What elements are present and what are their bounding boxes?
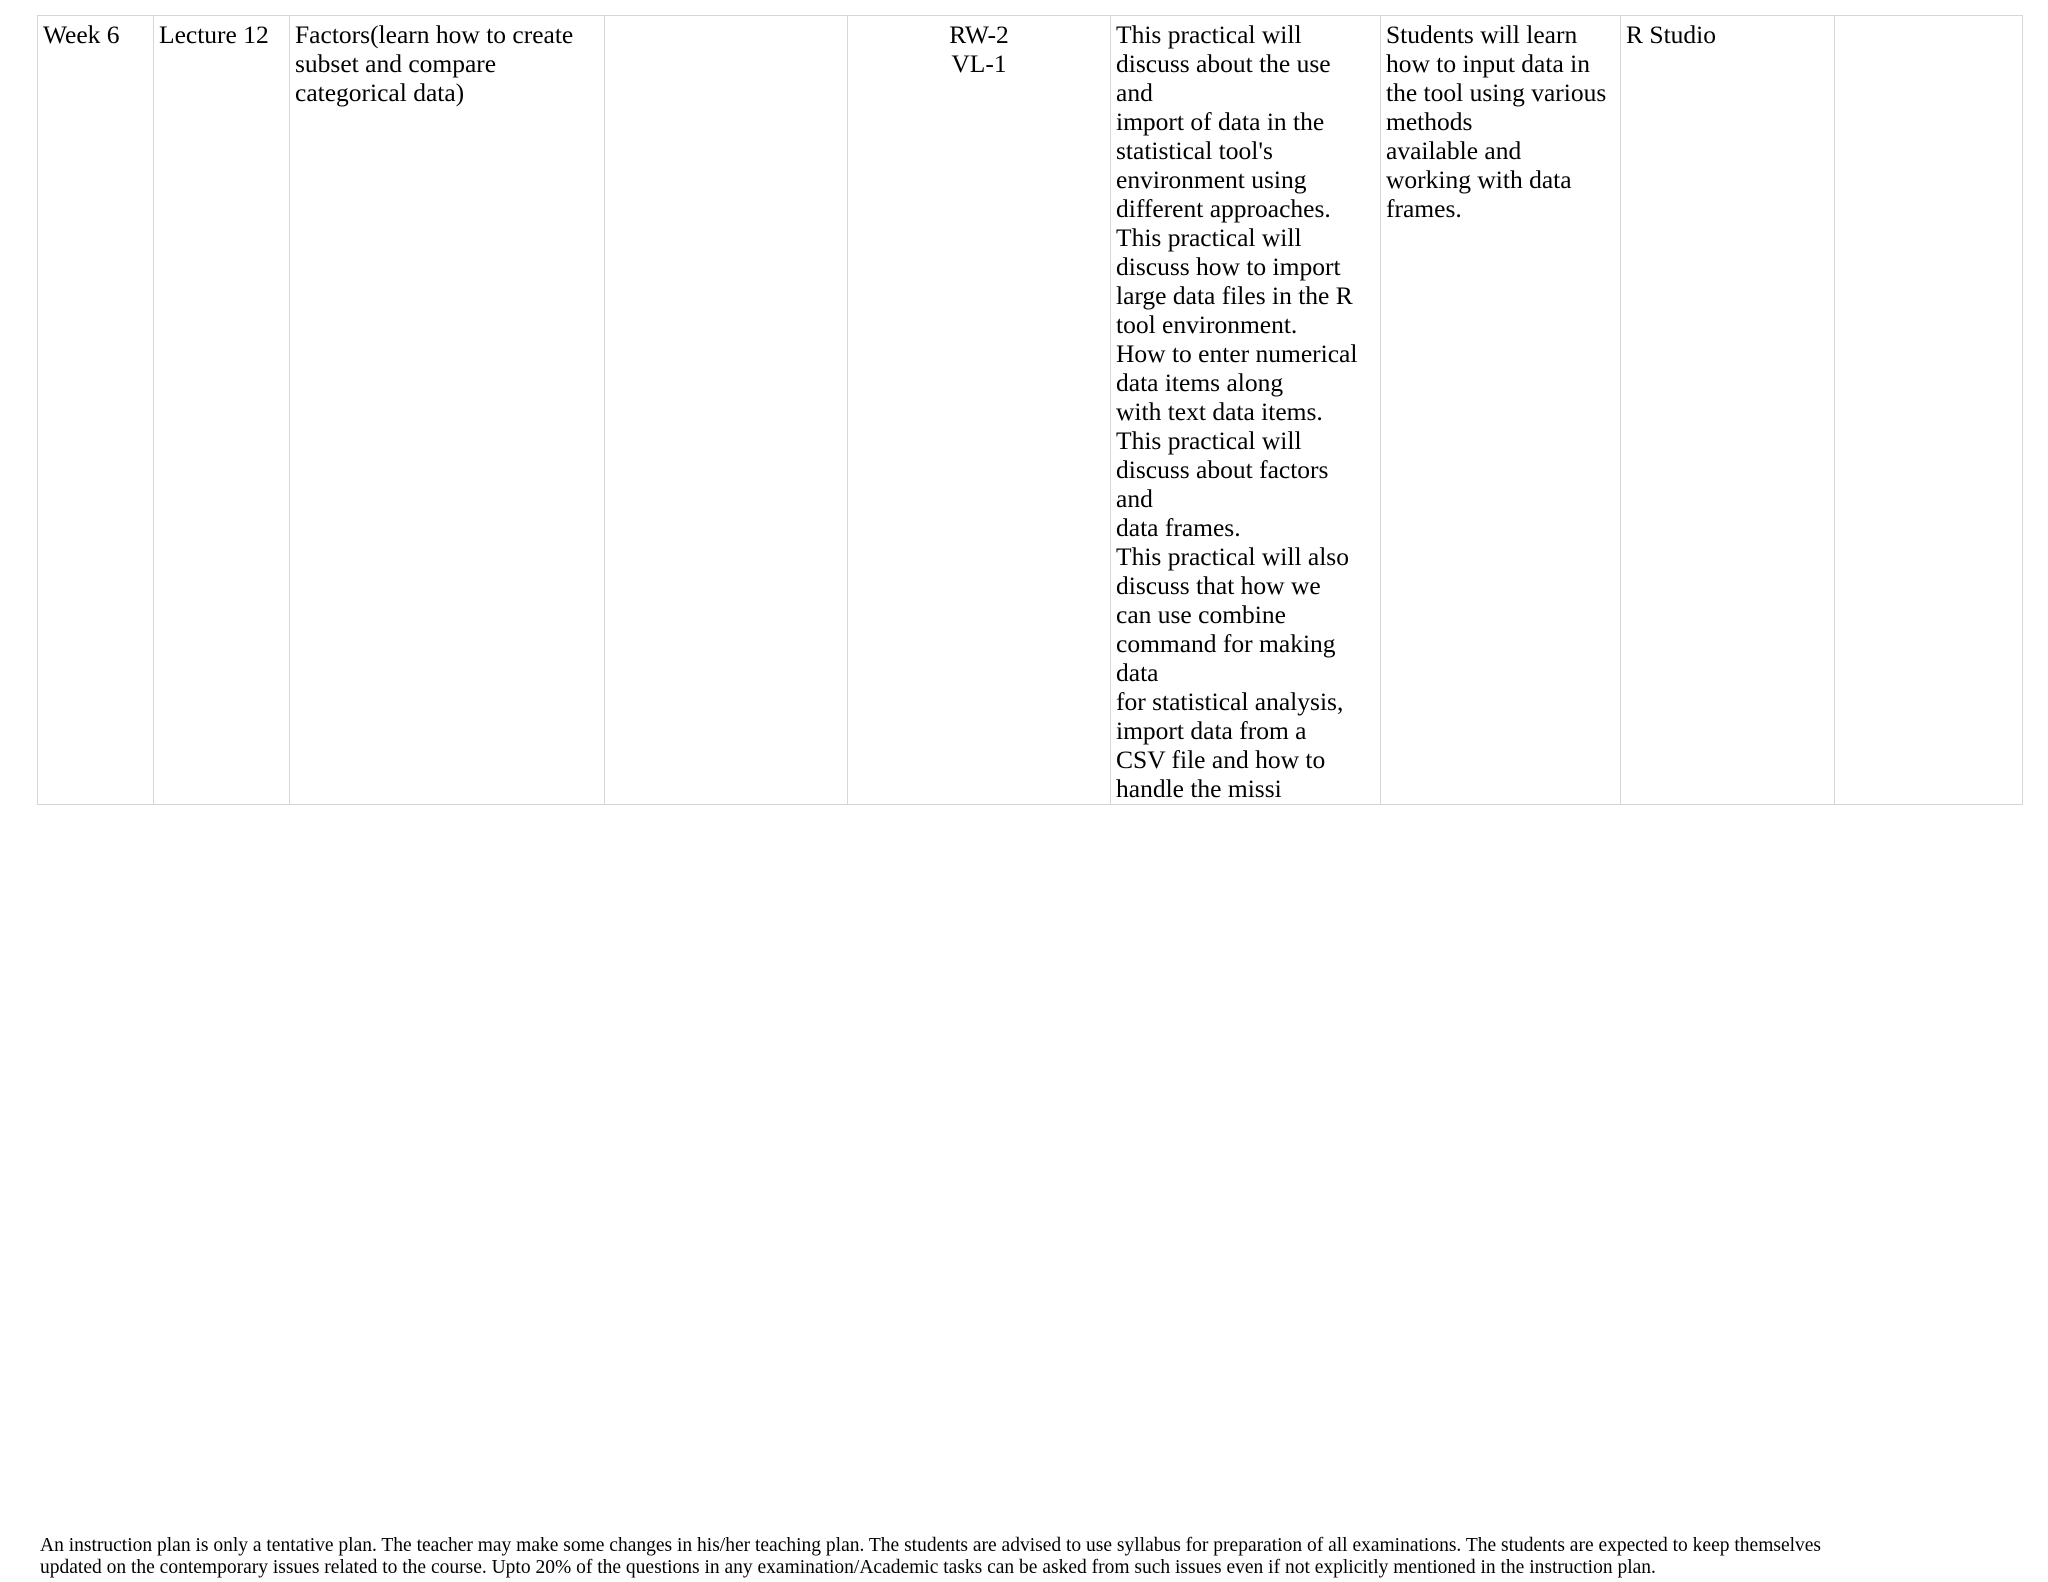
topic-line: Factors(learn how to create: [295, 20, 574, 49]
tool-label: R Studio: [1626, 20, 1716, 49]
description-line: and: [1116, 78, 1153, 107]
week-cell: [38, 16, 154, 805]
disclaimer-line: An instruction plan is only a tentative plan. The teacher may make some changes in his/her teaching plan. The students are advised to use syllabus for preparation of all examinations. The students are expected to keep themselves: [40, 1535, 1822, 1556]
last-empty-cell: [1835, 16, 2023, 805]
description-line: import data from a: [1116, 716, 1307, 745]
description-line: discuss how to import: [1116, 252, 1341, 281]
description-line: can use combine: [1116, 600, 1286, 629]
outcome-line: the tool using various: [1386, 78, 1607, 107]
outcome-line: working with data: [1386, 165, 1572, 194]
outcome-cell: [1381, 16, 1621, 805]
description-line: data items along: [1116, 368, 1284, 397]
description-line: discuss that how we: [1116, 571, 1321, 600]
outcome-line: methods: [1386, 107, 1473, 136]
disclaimer-line: updated on the contemporary issues related to the course. Upto 20% of the questions in any examination/Academic tasks can be asked from such issues even if not explicitly mentioned in the instruction plan.: [40, 1557, 1656, 1578]
reference-line: VL-1: [951, 49, 1007, 78]
week-label: Week 6: [43, 20, 120, 49]
description-line: and: [1116, 484, 1153, 513]
lecture-label: Lecture 12: [159, 20, 269, 49]
description-line: for statistical analysis,: [1116, 687, 1344, 716]
description-line: with text data items.: [1116, 397, 1323, 426]
description-line: environment using: [1116, 165, 1307, 194]
instruction-plan-table: [37, 15, 2023, 805]
description-line: discuss about the use: [1116, 49, 1331, 78]
outcome-line: available and: [1386, 136, 1522, 165]
description-line: This practical will: [1116, 426, 1302, 455]
references-cell: [848, 16, 1111, 805]
description-line: This practical will: [1116, 223, 1302, 252]
empty-cell: [605, 16, 848, 805]
outcome-line: Students will learn: [1386, 20, 1578, 49]
description-line: import of data in the: [1116, 107, 1325, 136]
description-line: tool environment.: [1116, 310, 1298, 339]
tool-cell: [1621, 16, 1835, 805]
description-line: This practical will also: [1116, 542, 1349, 571]
instruction-plan-disclaimer: [40, 1535, 2020, 1579]
reference-line: RW-2: [949, 20, 1009, 49]
description-line: data: [1116, 658, 1159, 687]
topic-line: subset and compare: [295, 49, 497, 78]
description-line: discuss about factors: [1116, 455, 1329, 484]
description-line: command for making: [1116, 629, 1336, 658]
description-line: How to enter numerical: [1116, 339, 1358, 368]
topic-cell: [290, 16, 605, 805]
description-cell: [1111, 16, 1381, 805]
topic-line: categorical data): [295, 78, 465, 107]
description-line: handle the missi: [1116, 774, 1282, 803]
description-line: data frames.: [1116, 513, 1241, 542]
lecture-cell: [154, 16, 290, 805]
description-line: large data files in the R: [1116, 281, 1353, 310]
outcome-line: how to input data in: [1386, 49, 1590, 78]
description-line: This practical will: [1116, 20, 1302, 49]
table-row: [38, 16, 2023, 805]
outcome-line: frames.: [1386, 194, 1462, 223]
description-line: statistical tool's: [1116, 136, 1273, 165]
description-line: CSV file and how to: [1116, 745, 1326, 774]
description-line: different approaches.: [1116, 194, 1331, 223]
